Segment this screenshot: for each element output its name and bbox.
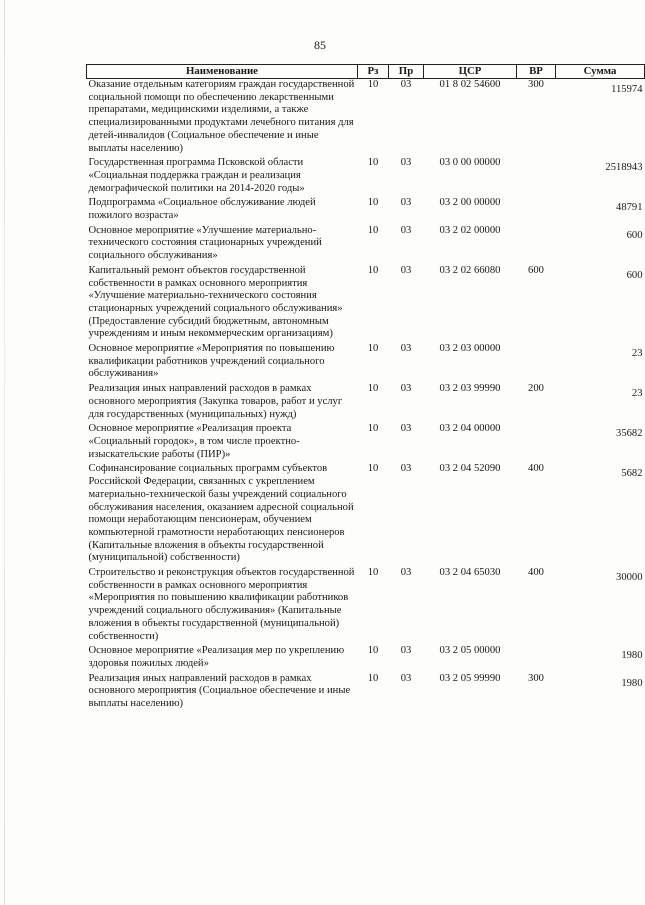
row-sum: 1980 (621, 650, 643, 662)
row-rz: 10 (367, 463, 379, 475)
table-header (87, 65, 645, 79)
row-name: Реализация иных направлений расходов в рамках основного мероприятия (Социальное обеспечение и иные выплаты населению) (88, 672, 351, 710)
row-sum: 30000 (616, 572, 643, 584)
table-row (87, 197, 645, 224)
row-pr: 03 (400, 645, 412, 657)
row-csr: 01 8 02 54600 (439, 79, 501, 90)
row-sum: 115974 (611, 84, 643, 95)
table-row (87, 265, 645, 343)
table-row (87, 383, 645, 423)
row-rz: 10 (367, 423, 379, 435)
table-body (87, 79, 645, 713)
row-csr: 03 2 05 00000 (439, 645, 501, 657)
row-sum: 35682 (616, 428, 643, 440)
row-name: Основное мероприятие «Улучшение материально-технического состояния стационарных учреждений социального обслуживания» (88, 224, 322, 262)
budget-table (86, 64, 645, 713)
table-row (87, 225, 645, 265)
row-rz: 10 (367, 224, 379, 236)
row-vr: 600 (528, 264, 544, 276)
row-csr: 03 2 03 99990 (439, 383, 501, 395)
row-name: Софинансирование социальных программ субъектов Российской Федерации, связанных с укреплением материально-технической базы учреждений социального обслуживания населения, оказанием адресной социальной помощи неработающим пенсионерам, обучением компьютерной грамотности неработающих пенсионеров (Капитальные вложения в объекты государственной (муниципальной) собственности) (88, 463, 354, 564)
row-sum: 600 (626, 269, 643, 281)
row-pr: 03 (400, 197, 412, 209)
row-csr: 03 2 02 00000 (439, 224, 501, 236)
row-pr: 03 (400, 343, 412, 355)
row-sum: 600 (626, 229, 643, 241)
header-row (87, 65, 645, 79)
row-sum: 48791 (616, 202, 643, 214)
header-pr: Пр (389, 65, 424, 79)
row-csr: 03 2 04 00000 (439, 423, 501, 435)
table-row (87, 157, 645, 197)
row-vr (517, 197, 556, 224)
row-sum: 1980 (621, 677, 643, 689)
row-rz: 10 (367, 157, 379, 169)
table-row (87, 423, 645, 463)
row-name: Оказание отдельным категориям граждан государственной социальной помощи по обеспечению лекарственными препаратами, медицинскими изделиями, а также специализированными продуктами лечебного питания для детей-инвалидов (Социальное обеспечение и иные выплаты населению) (88, 79, 355, 154)
row-vr (517, 225, 556, 265)
row-pr: 03 (400, 264, 412, 276)
row-name: Основное мероприятие «Мероприятия по повышению квалификации работников учреждений социального обслуживания» (88, 343, 335, 380)
row-name: Основное мероприятие «Реализация мер по укреплению здоровья пожилых людей» (88, 645, 345, 669)
header-vr: ВР (517, 65, 556, 79)
row-vr: 200 (528, 383, 544, 395)
row-vr (517, 423, 556, 463)
header-rz: Рз (358, 65, 389, 79)
row-rz: 10 (367, 343, 379, 355)
row-pr: 03 (400, 383, 412, 395)
table-row (87, 463, 645, 567)
row-csr: 03 2 04 65030 (439, 567, 501, 579)
row-name: Реализация иных направлений расходов в рамках основного мероприятия (Закупка товаров, работ и услуг для государственных (муниципальных) нужд) (88, 383, 343, 420)
row-rz: 10 (367, 383, 379, 395)
page-number: 85 (314, 38, 326, 52)
row-csr: 03 2 03 00000 (439, 343, 501, 355)
row-pr: 03 (400, 423, 412, 435)
row-rz: 10 (367, 197, 379, 209)
table-row (87, 79, 645, 158)
row-vr (517, 645, 556, 672)
row-sum: 23 (631, 388, 643, 400)
row-csr: 03 0 00 00000 (439, 157, 501, 169)
row-sum: 2518943 (605, 162, 643, 174)
row-csr: 03 2 05 99990 (439, 672, 501, 684)
header-name: Наименование (87, 65, 358, 79)
row-vr (517, 157, 556, 197)
row-name: Государственная программа Псковской области «Социальная поддержка граждан и реализация демографической политики на 2014-2020 годы» (88, 157, 305, 194)
row-sum: 23 (631, 348, 643, 360)
row-rz: 10 (367, 645, 379, 657)
row-name: Капитальный ремонт объектов государственной собственности в рамках основного мероприятия «Улучшение материально-технического состояния стационарных учреждений социального обслуживания» (Предоставление субсидий бюджетным, автономным учреждениям и иным некоммерческим организациям) (88, 264, 343, 340)
row-pr: 03 (400, 463, 412, 475)
table-row (87, 673, 645, 713)
row-pr: 03 (400, 567, 412, 579)
table-row (87, 645, 645, 672)
table-row (87, 343, 645, 383)
row-pr: 03 (400, 157, 412, 169)
row-vr: 300 (528, 79, 544, 90)
scan-edge (4, 0, 5, 905)
table-row (87, 567, 645, 645)
row-csr: 03 2 02 66080 (439, 264, 501, 276)
row-vr: 300 (528, 672, 544, 684)
row-rz: 10 (367, 264, 379, 276)
row-vr: 400 (528, 463, 544, 475)
row-pr: 03 (400, 672, 412, 684)
header-csr: ЦСР (424, 65, 517, 79)
row-csr: 03 2 00 00000 (439, 197, 501, 209)
row-name: Подпрограмма «Социальное обслуживание людей пожилого возраста» (88, 197, 316, 222)
header-sum: Сумма (556, 65, 645, 79)
row-csr: 03 2 04 52090 (439, 463, 501, 475)
row-vr (517, 343, 556, 383)
row-pr: 03 (400, 79, 412, 90)
row-sum: 5682 (621, 468, 643, 480)
row-rz: 10 (367, 672, 379, 684)
row-name: Основное мероприятие «Реализация проекта «Социальный городок», в том числе проектно-изыскательские работы (ПИР)» (88, 423, 300, 460)
row-vr: 400 (528, 567, 544, 579)
row-rz: 10 (367, 79, 379, 90)
row-name: Строительство и реконструкция объектов государственной собственности в рамках основного мероприятия «Мероприятия по повышению квалификации работников учреждений социального обслуживания» (Капитальные вложения в объекты государственной (муниципальной) собственности) (88, 567, 355, 642)
row-rz: 10 (367, 567, 379, 579)
row-pr: 03 (400, 224, 412, 236)
